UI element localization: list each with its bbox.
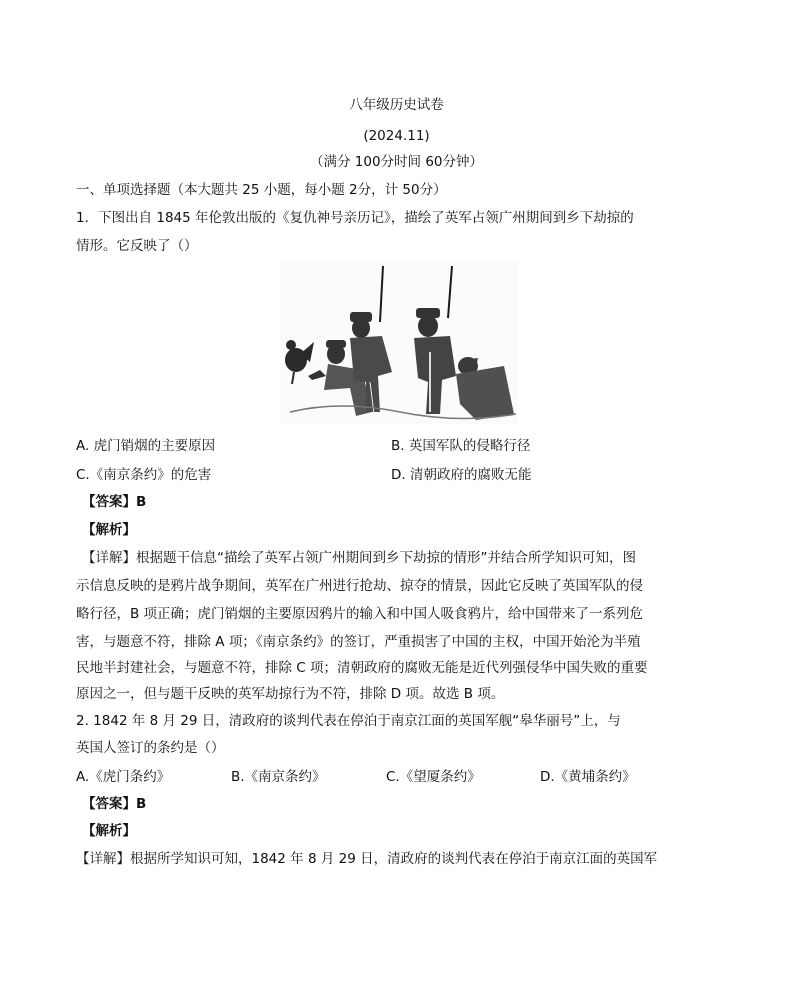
q2-detail-line1: 【详解】根据所学知识可知，1842 年 8 月 29 日，清政府的谈判代表在停泊于南京江面的英国军 bbox=[76, 851, 658, 867]
exam-date: (2024.11) bbox=[363, 128, 430, 144]
exam-title: 八年级历史试卷 bbox=[349, 97, 444, 113]
q1-detail-line1: 【详解】根据题干信息“描绘了英军占领广州期间到乡下劫掠的情形”并结合所学知识可知，图 bbox=[82, 550, 636, 566]
q1-detail-line3: 略行径，B 项正确；虎门销烟的主要原因鸦片的输入和中国人吸食鸦片，给中国带来了一系列危 bbox=[76, 606, 644, 622]
q1-analysis-label: 【解析】 bbox=[82, 522, 136, 538]
q2-option-b: B.《南京条约》 bbox=[231, 769, 326, 785]
q1-stem-line2: 情形。它反映了（） bbox=[76, 238, 198, 254]
q1-stem-line1: 1．下图出自 1845 年伦敦出版的《复仇神号亲历记》，描绘了英军占领广州期间到乡下劫掠的 bbox=[76, 210, 634, 226]
q2-answer: 【答案】B bbox=[82, 796, 147, 812]
q2-option-a: A.《虎门条约》 bbox=[76, 769, 171, 785]
q1-option-b: B. 英国军队的侵略行径 bbox=[391, 438, 531, 454]
exam-meta: （满分 100分时间 60分钟） bbox=[309, 154, 484, 170]
q2-option-c: C.《望厦条约》 bbox=[386, 769, 481, 785]
q2-analysis-label: 【解析】 bbox=[82, 823, 136, 839]
q1-option-a: A. 虎门销烟的主要原因 bbox=[76, 438, 216, 454]
q1-detail-line4: 害，与题意不符，排除 A 项；《南京条约》的签订，严重损害了中国的主权，中国开始沦为半殖 bbox=[76, 634, 641, 650]
q1-detail-line2: 示信息反映的是鸦片战争期间，英军在广州进行抢劫、掠夺的情景，因此它反映了英国军队的侵 bbox=[76, 578, 643, 594]
q1-illustration bbox=[280, 262, 518, 424]
q1-answer: 【答案】B bbox=[82, 494, 147, 510]
q2-option-d: D.《黄埔条约》 bbox=[540, 769, 636, 785]
q2-stem-line1: 2. 1842 年 8 月 29 日，清政府的谈判代表在停泊于南京江面的英国军舰“皋华丽号”上，与 bbox=[76, 713, 621, 729]
q1-detail-line6: 原因之一，但与题干反映的英军劫掠行为不符，排除 D 项。故选 B 项。 bbox=[76, 686, 505, 702]
q1-detail-line5: 民地半封建社会，与题意不符，排除 C 项；清朝政府的腐败无能是近代列强侵华中国失败的重要 bbox=[76, 660, 648, 676]
q2-stem-line2: 英国人签订的条约是（） bbox=[76, 740, 225, 756]
section-heading: 一、单项选择题（本大题共 25 小题，每小题 2分，计 50分） bbox=[76, 182, 447, 198]
q1-option-d: D. 清朝政府的腐败无能 bbox=[391, 467, 532, 483]
q1-option-c: C.《南京条约》的危害 bbox=[76, 467, 212, 483]
